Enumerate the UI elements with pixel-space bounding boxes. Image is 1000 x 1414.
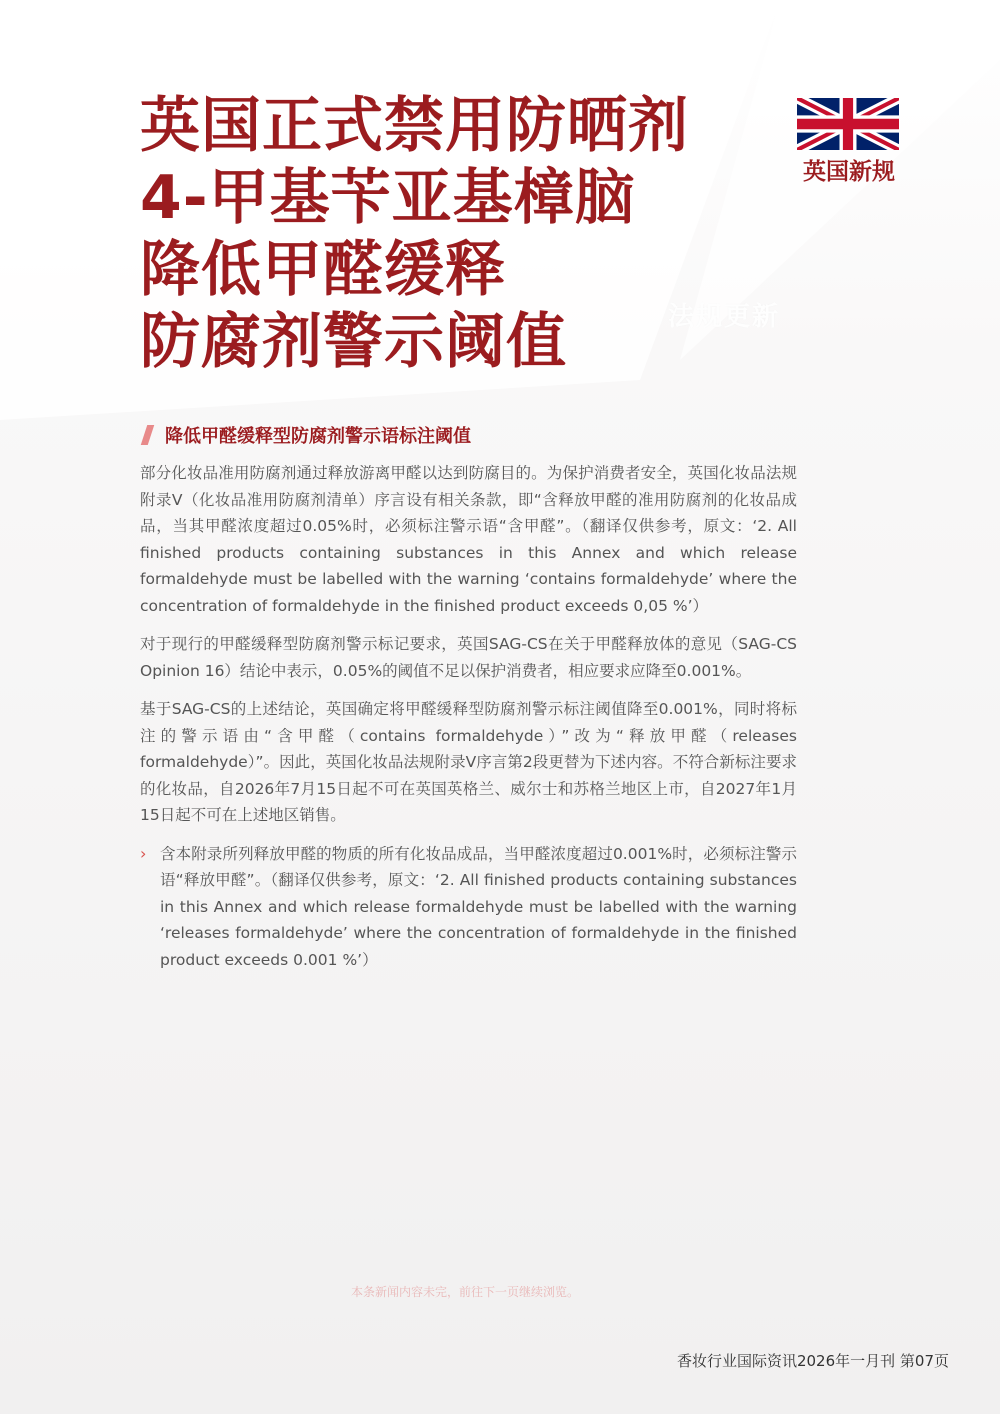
badge-label: 英国新规: [803, 159, 895, 185]
title-line-1: 英国正式禁用防晒剂: [140, 91, 689, 161]
page-title: [140, 90, 740, 378]
section-heading: [140, 420, 797, 450]
title-line-4: 防腐剂警示阈值: [140, 307, 567, 377]
article-section: [140, 420, 797, 973]
title-line-3: 降低甲醛缓释: [140, 235, 506, 305]
region-badge: [797, 98, 901, 186]
chevron-right-icon: ›: [140, 843, 147, 863]
slash-accent-icon: [141, 425, 154, 445]
paragraph-2: 对于现行的甲醛缓释型防腐剂警示标记要求，英国SAG-CS在关于甲醛释放体的意见（SAG-CS Opinion 16）结论中表示，0.05%的阈值不足以保护消费者，相应要求应降至0.001%。: [140, 635, 797, 680]
uk-flag-icon: [797, 98, 899, 150]
bullet-item: [140, 841, 797, 974]
continue-note: 本条新闻内容未完，前往下一页继续浏览。: [350, 1285, 579, 1299]
section-title: 降低甲醛缓释型防腐剂警示语标注阈值: [165, 426, 471, 447]
watermark-text: 法规更新: [668, 302, 781, 332]
paragraph-1: 部分化妆品准用防腐剂通过释放游离甲醛以达到防腐目的。为保护消费者安全，英国化妆品法规附录V（化妆品准用防腐剂清单）序言设有相关条款，即“含释放甲醛的准用防腐剂的化妆品成品，当其甲醛浓度超过0.05%时，必须标注警示语“含甲醛”。（翻译仅供参考，原文：‘2. All finished products containing substances in this Annex and which release formaldehyde must be labelled with the warning ‘contains formaldehyde’ where the concentration of formaldehyde in the finished product exceeds 0,05 %’）: [140, 464, 797, 615]
title-line-2: 4-甲基苄亚基樟脑: [140, 163, 636, 233]
paragraph-3: 基于SAG-CS的上述结论，英国确定将甲醛缓释型防腐剂警示标注阈值降至0.001%，同时将标注的警示语由“含甲醛（contains formaldehyde）”改为“释放甲醛（releases formaldehyde）”。因此，英国化妆品法规附录V序言第2段更替为下述内容。不符合新标注要求的化妆品，自2026年7月15日起不可在英国英格兰、威尔士和苏格兰地区上市，自2027年1月15日起不可在上述地区销售。: [140, 700, 797, 824]
page-footer: 香妆行业国际资讯2026年一月刊 第07页: [676, 1352, 949, 1370]
bullet-text: 含本附录所列释放甲醛的物质的所有化妆品成品，当甲醛浓度超过0.001%时，必须标注警示语“释放甲醛”。（翻译仅供参考，原文：‘2. All finished products containing substances in this Annex and which release formaldehyde must be labelled with the warning ‘releases formaldehyde’ where the concentration of formaldehyde in the finished product exceeds 0.001 %’）: [160, 844, 797, 969]
